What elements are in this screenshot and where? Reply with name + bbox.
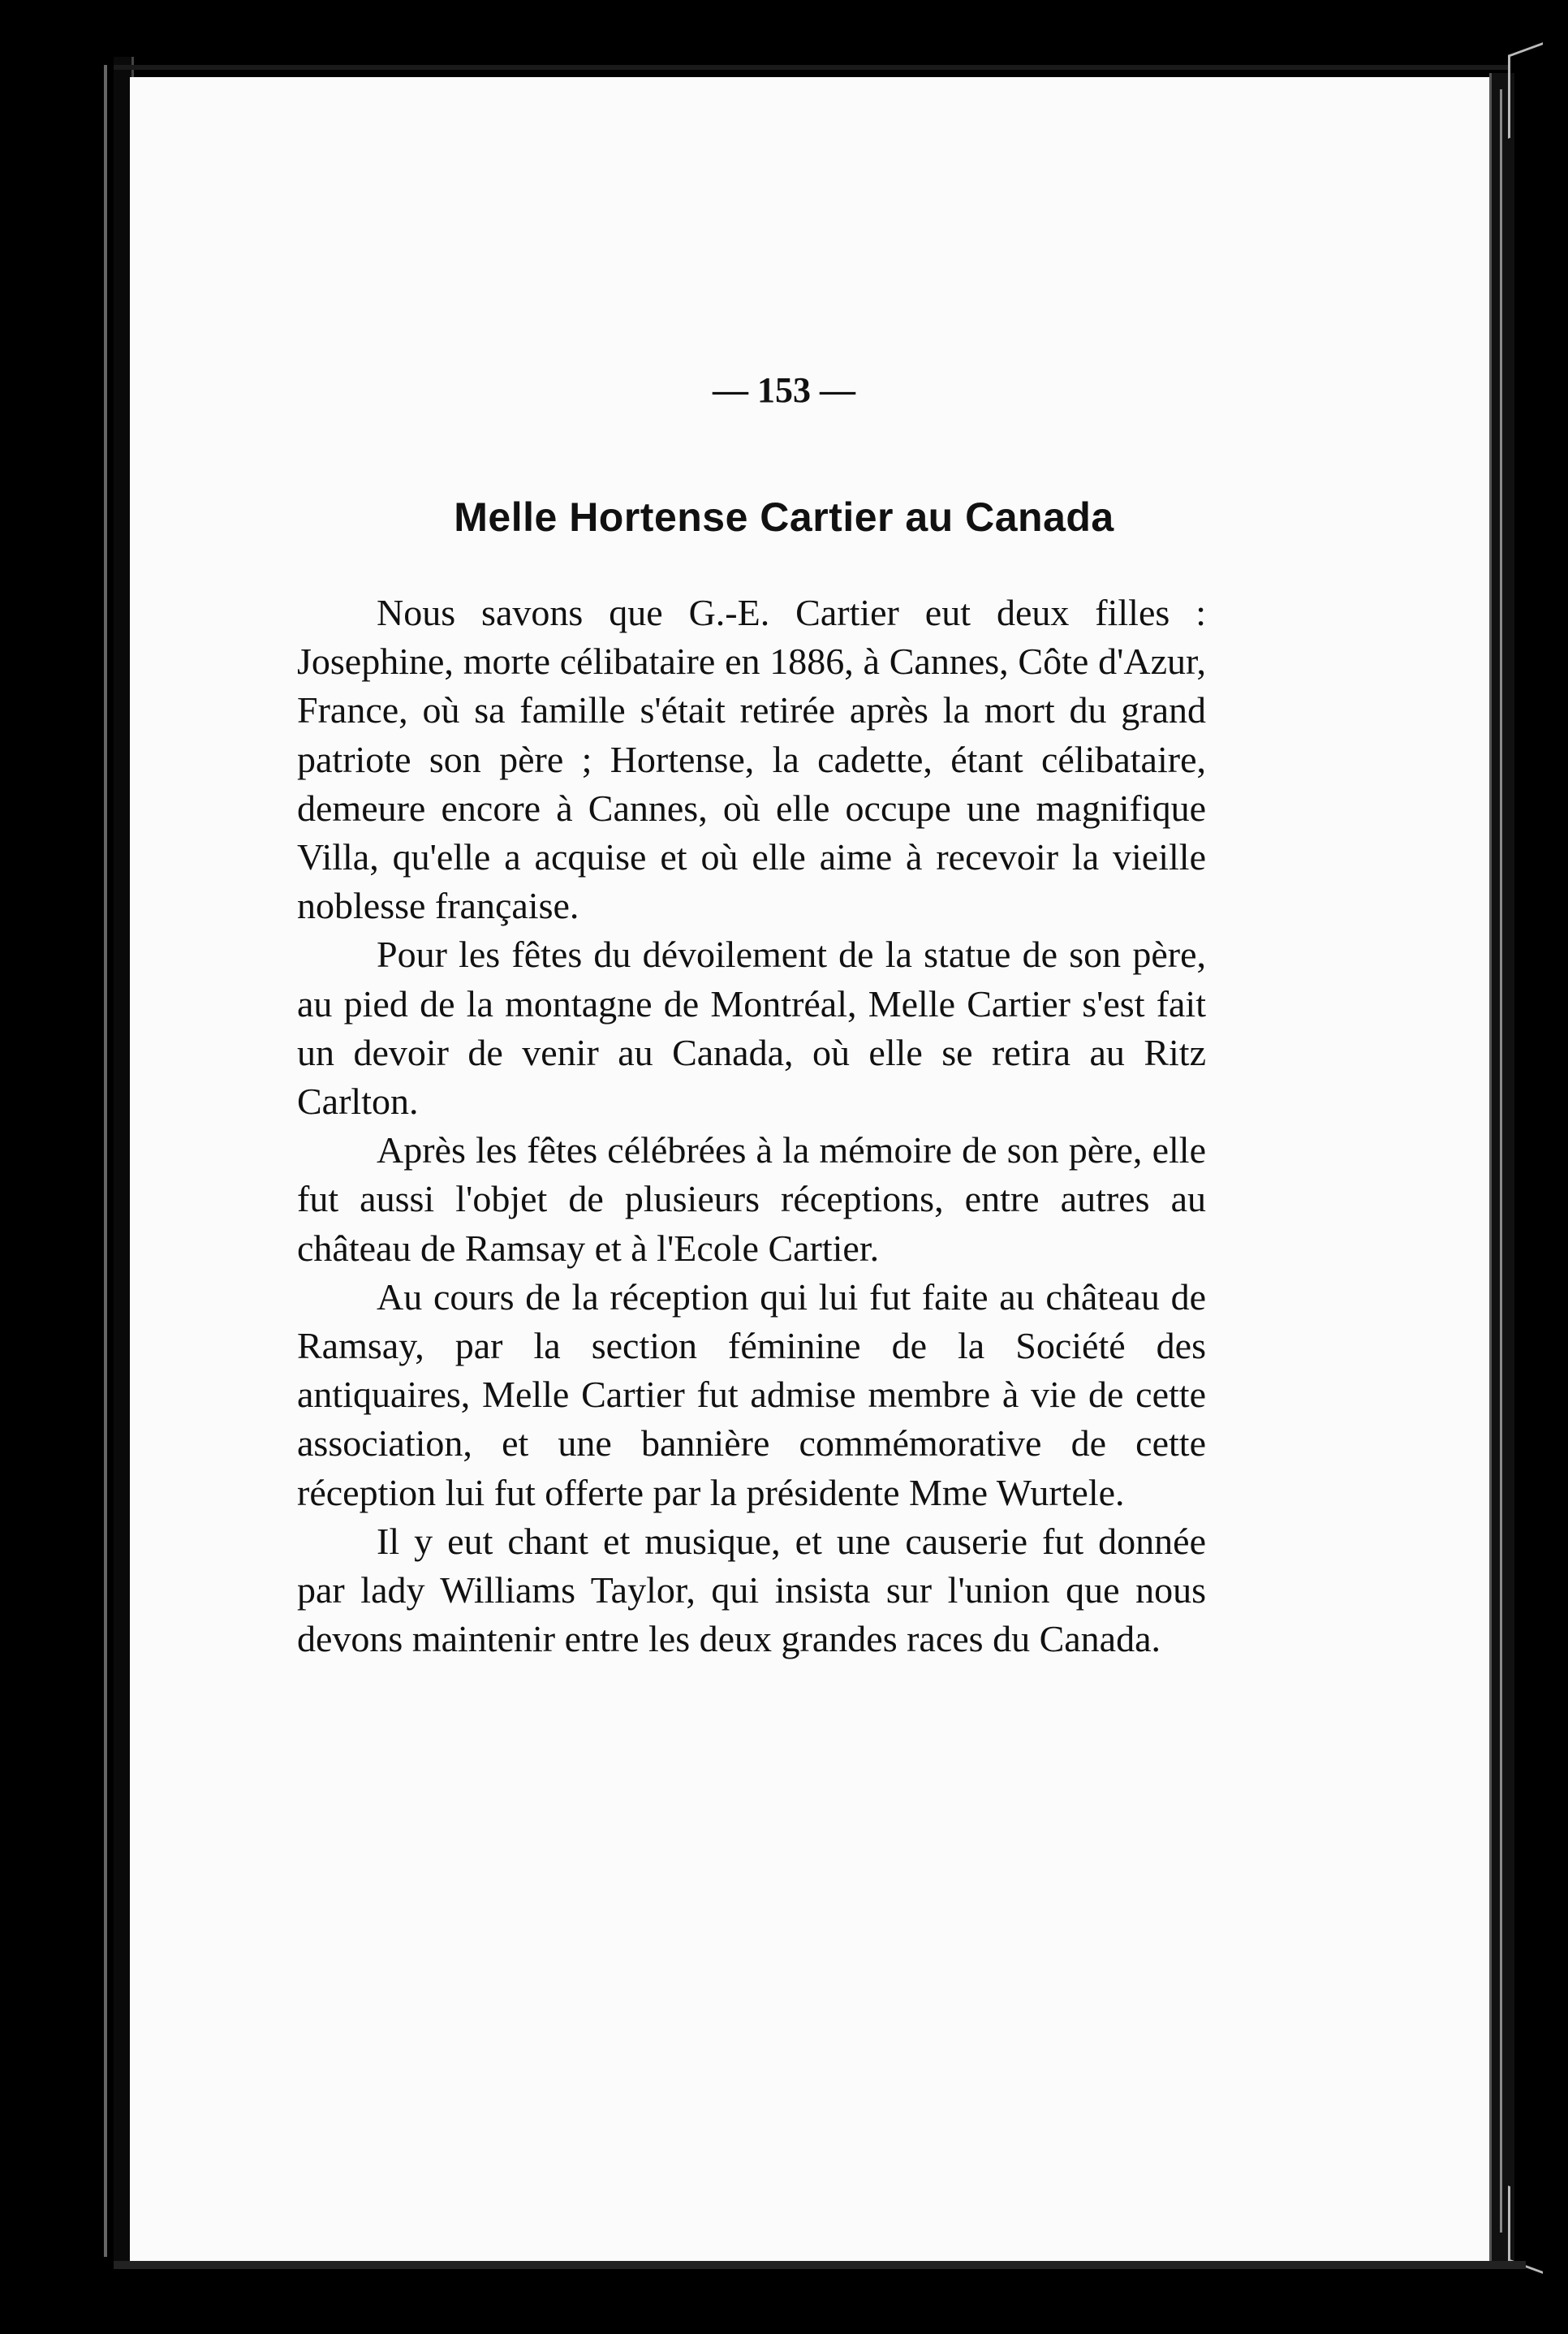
paragraph: Pour les fêtes du dévoilement de la statue de son père, au pied de la montagne de Montréal, Melle Cartier s'est fait un devoir de venir au Canada, où elle se retira au Ritz Carlton. [297, 934, 1206, 1123]
paragraph: Nous savons que G.-E. Cartier eut deux filles : Josephine, morte célibataire en 1886, à Cannes, Côte d'Azur, France, où sa famille s'était retirée après la mort du grand patriote son père ; Hortense, la cadette, étant célibataire, demeure encore à Cannes, où elle occupe une magnifique Villa, qu'elle a acquise et où elle aime à recevoir la vieille noblesse française. [297, 592, 1206, 927]
scan-right-edge-line [1500, 89, 1502, 2233]
page-number: — 153 — [713, 370, 855, 410]
body-text [297, 589, 1206, 1663]
paragraph: Au cours de la réception qui lui fut faite au château de Ramsay, par la section féminine de la Société des antiquaires, Melle Cartier fut admise membre à vie de cette association, et une bannière commémorative de cette réception lui fut offerte par la présidente Mme Wurtele. [297, 1275, 1206, 1513]
paragraph: Après les fêtes célébrées à la mémoire de son père, elle fut aussi l'objet de plusieurs réceptions, entre autres au château de Ramsay et à l'Ecole Cartier. [297, 1129, 1206, 1269]
paragraph: Il y eut chant et musique, et une causerie fut donnée par lady Williams Taylor, qui insista sur l'union que nous devons maintenir entre les deux grandes races du Canada. [297, 1520, 1206, 1660]
scan-corner-mark-top [1508, 42, 1543, 139]
scan-bottom-border [114, 2261, 1526, 2269]
chapter-title: Melle Hortense Cartier au Canada [454, 494, 1114, 540]
scan-top-border [114, 65, 1510, 70]
